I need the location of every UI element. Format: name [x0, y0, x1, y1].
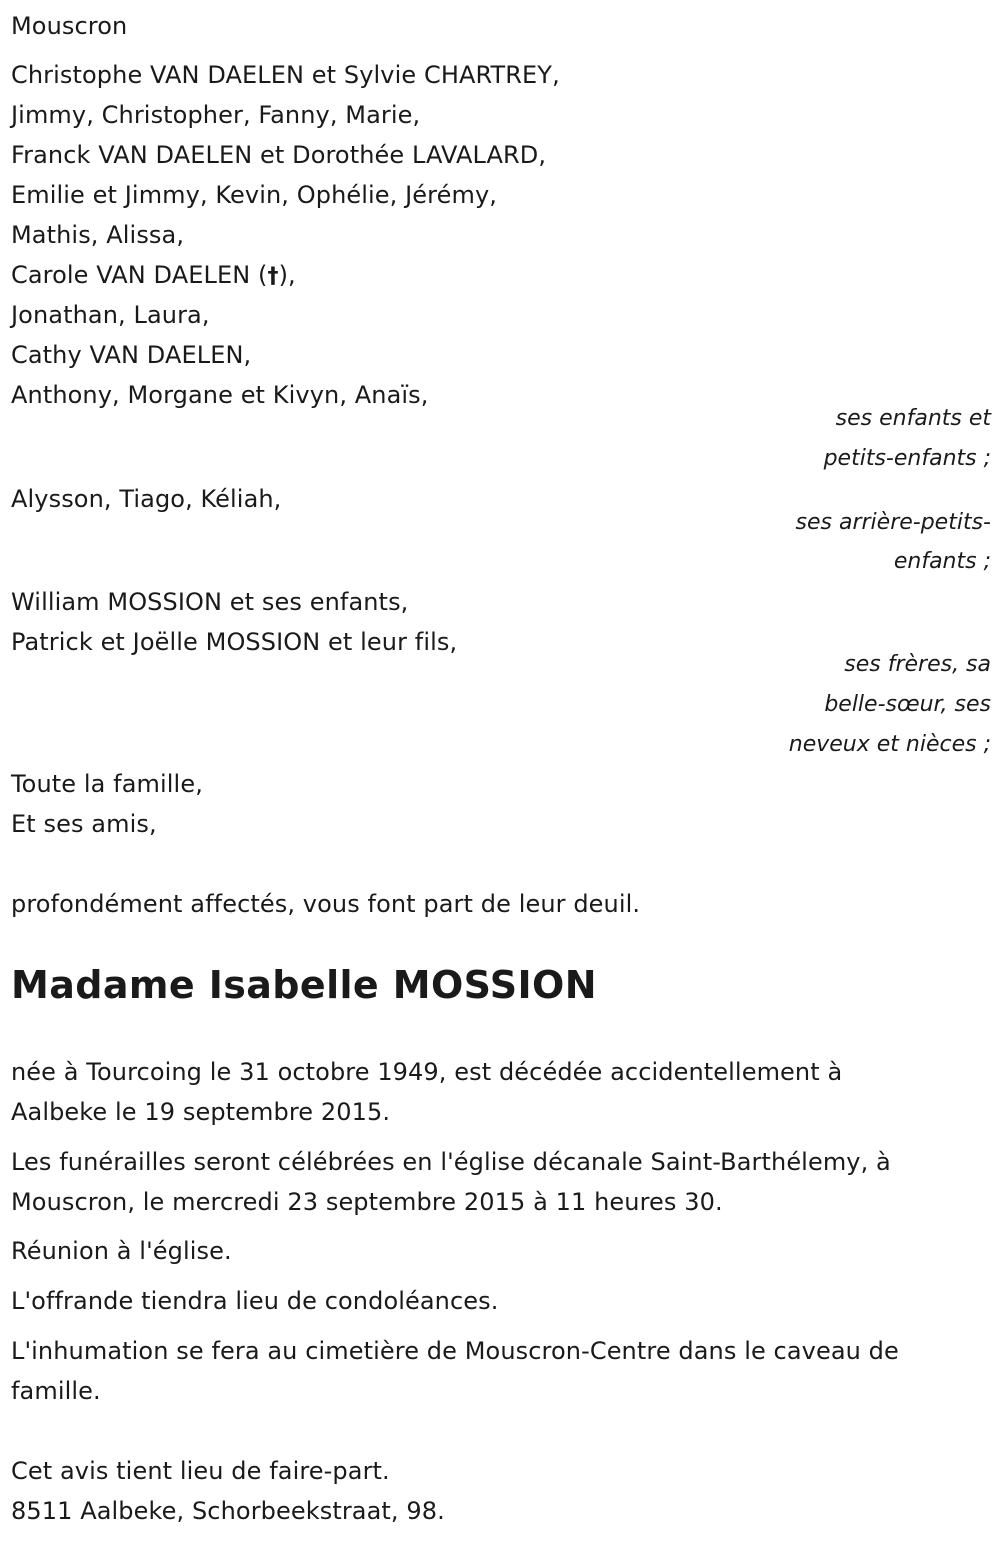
detail-line: L'offrande tiendra lieu de condoléances.	[11, 1287, 499, 1315]
cross-icon: †	[267, 264, 279, 289]
family-line-suffix: ),	[278, 261, 296, 289]
family-line: William MOSSION et ses enfants,	[11, 588, 409, 616]
family-line: Franck VAN DAELEN et Dorothée LAVALARD,	[11, 141, 547, 169]
location: Mouscron	[11, 12, 128, 40]
relation-label: ses enfants et	[835, 406, 991, 431]
family-line: Jonathan, Laura,	[11, 301, 210, 329]
family-line: Toute la famille,	[11, 770, 203, 798]
family-line: Et ses amis,	[11, 810, 157, 838]
family-line-deceased	[11, 261, 296, 291]
family-line: Emilie et Jimmy, Kevin, Ophélie, Jérémy,	[11, 181, 497, 209]
relation-label: ses arrière-petits-	[795, 510, 991, 535]
detail-line: famille.	[11, 1377, 101, 1405]
family-line: Anthony, Morgane et Kivyn, Anaïs,	[11, 381, 429, 409]
relation-label: enfants ;	[893, 549, 991, 574]
relation-label: ses frères, sa	[844, 652, 991, 677]
relation-label: neveux et nièces ;	[788, 732, 991, 757]
announcement: profondément affectés, vous font part de leur deuil.	[11, 890, 641, 918]
detail-line: L'inhumation se fera au cimetière de Mouscron-Centre dans le caveau de	[11, 1337, 899, 1365]
family-line: Christophe VAN DAELEN et Sylvie CHARTREY,	[11, 61, 560, 89]
detail-line: Réunion à l'église.	[11, 1237, 232, 1265]
detail-line: Aalbeke le 19 septembre 2015.	[11, 1098, 391, 1126]
relation-label: petits-enfants ;	[823, 446, 991, 471]
family-line: Patrick et Joëlle MOSSION et leur fils,	[11, 628, 458, 656]
detail-line: née à Tourcoing le 31 octobre 1949, est décédée accidentellement à	[11, 1058, 843, 1086]
detail-line: Mouscron, le mercredi 23 septembre 2015 à 11 heures 30.	[11, 1188, 723, 1216]
footer-address: 8511 Aalbeke, Schorbeekstraat, 98.	[11, 1497, 445, 1525]
family-line: Cathy VAN DAELEN,	[11, 341, 252, 369]
family-line: Alysson, Tiago, Kéliah,	[11, 485, 282, 513]
deceased-name: Madame Isabelle MOSSION	[11, 963, 597, 1007]
family-line: Mathis, Alissa,	[11, 221, 185, 249]
family-line: Jimmy, Christopher, Fanny, Marie,	[11, 101, 421, 129]
footer-notice: Cet avis tient lieu de faire-part.	[11, 1457, 390, 1485]
relation-label: belle-sœur, ses	[824, 692, 991, 717]
family-line-text: Carole VAN DAELEN (	[11, 261, 268, 289]
detail-line: Les funérailles seront célébrées en l'église décanale Saint-Barthélemy, à	[11, 1148, 891, 1176]
